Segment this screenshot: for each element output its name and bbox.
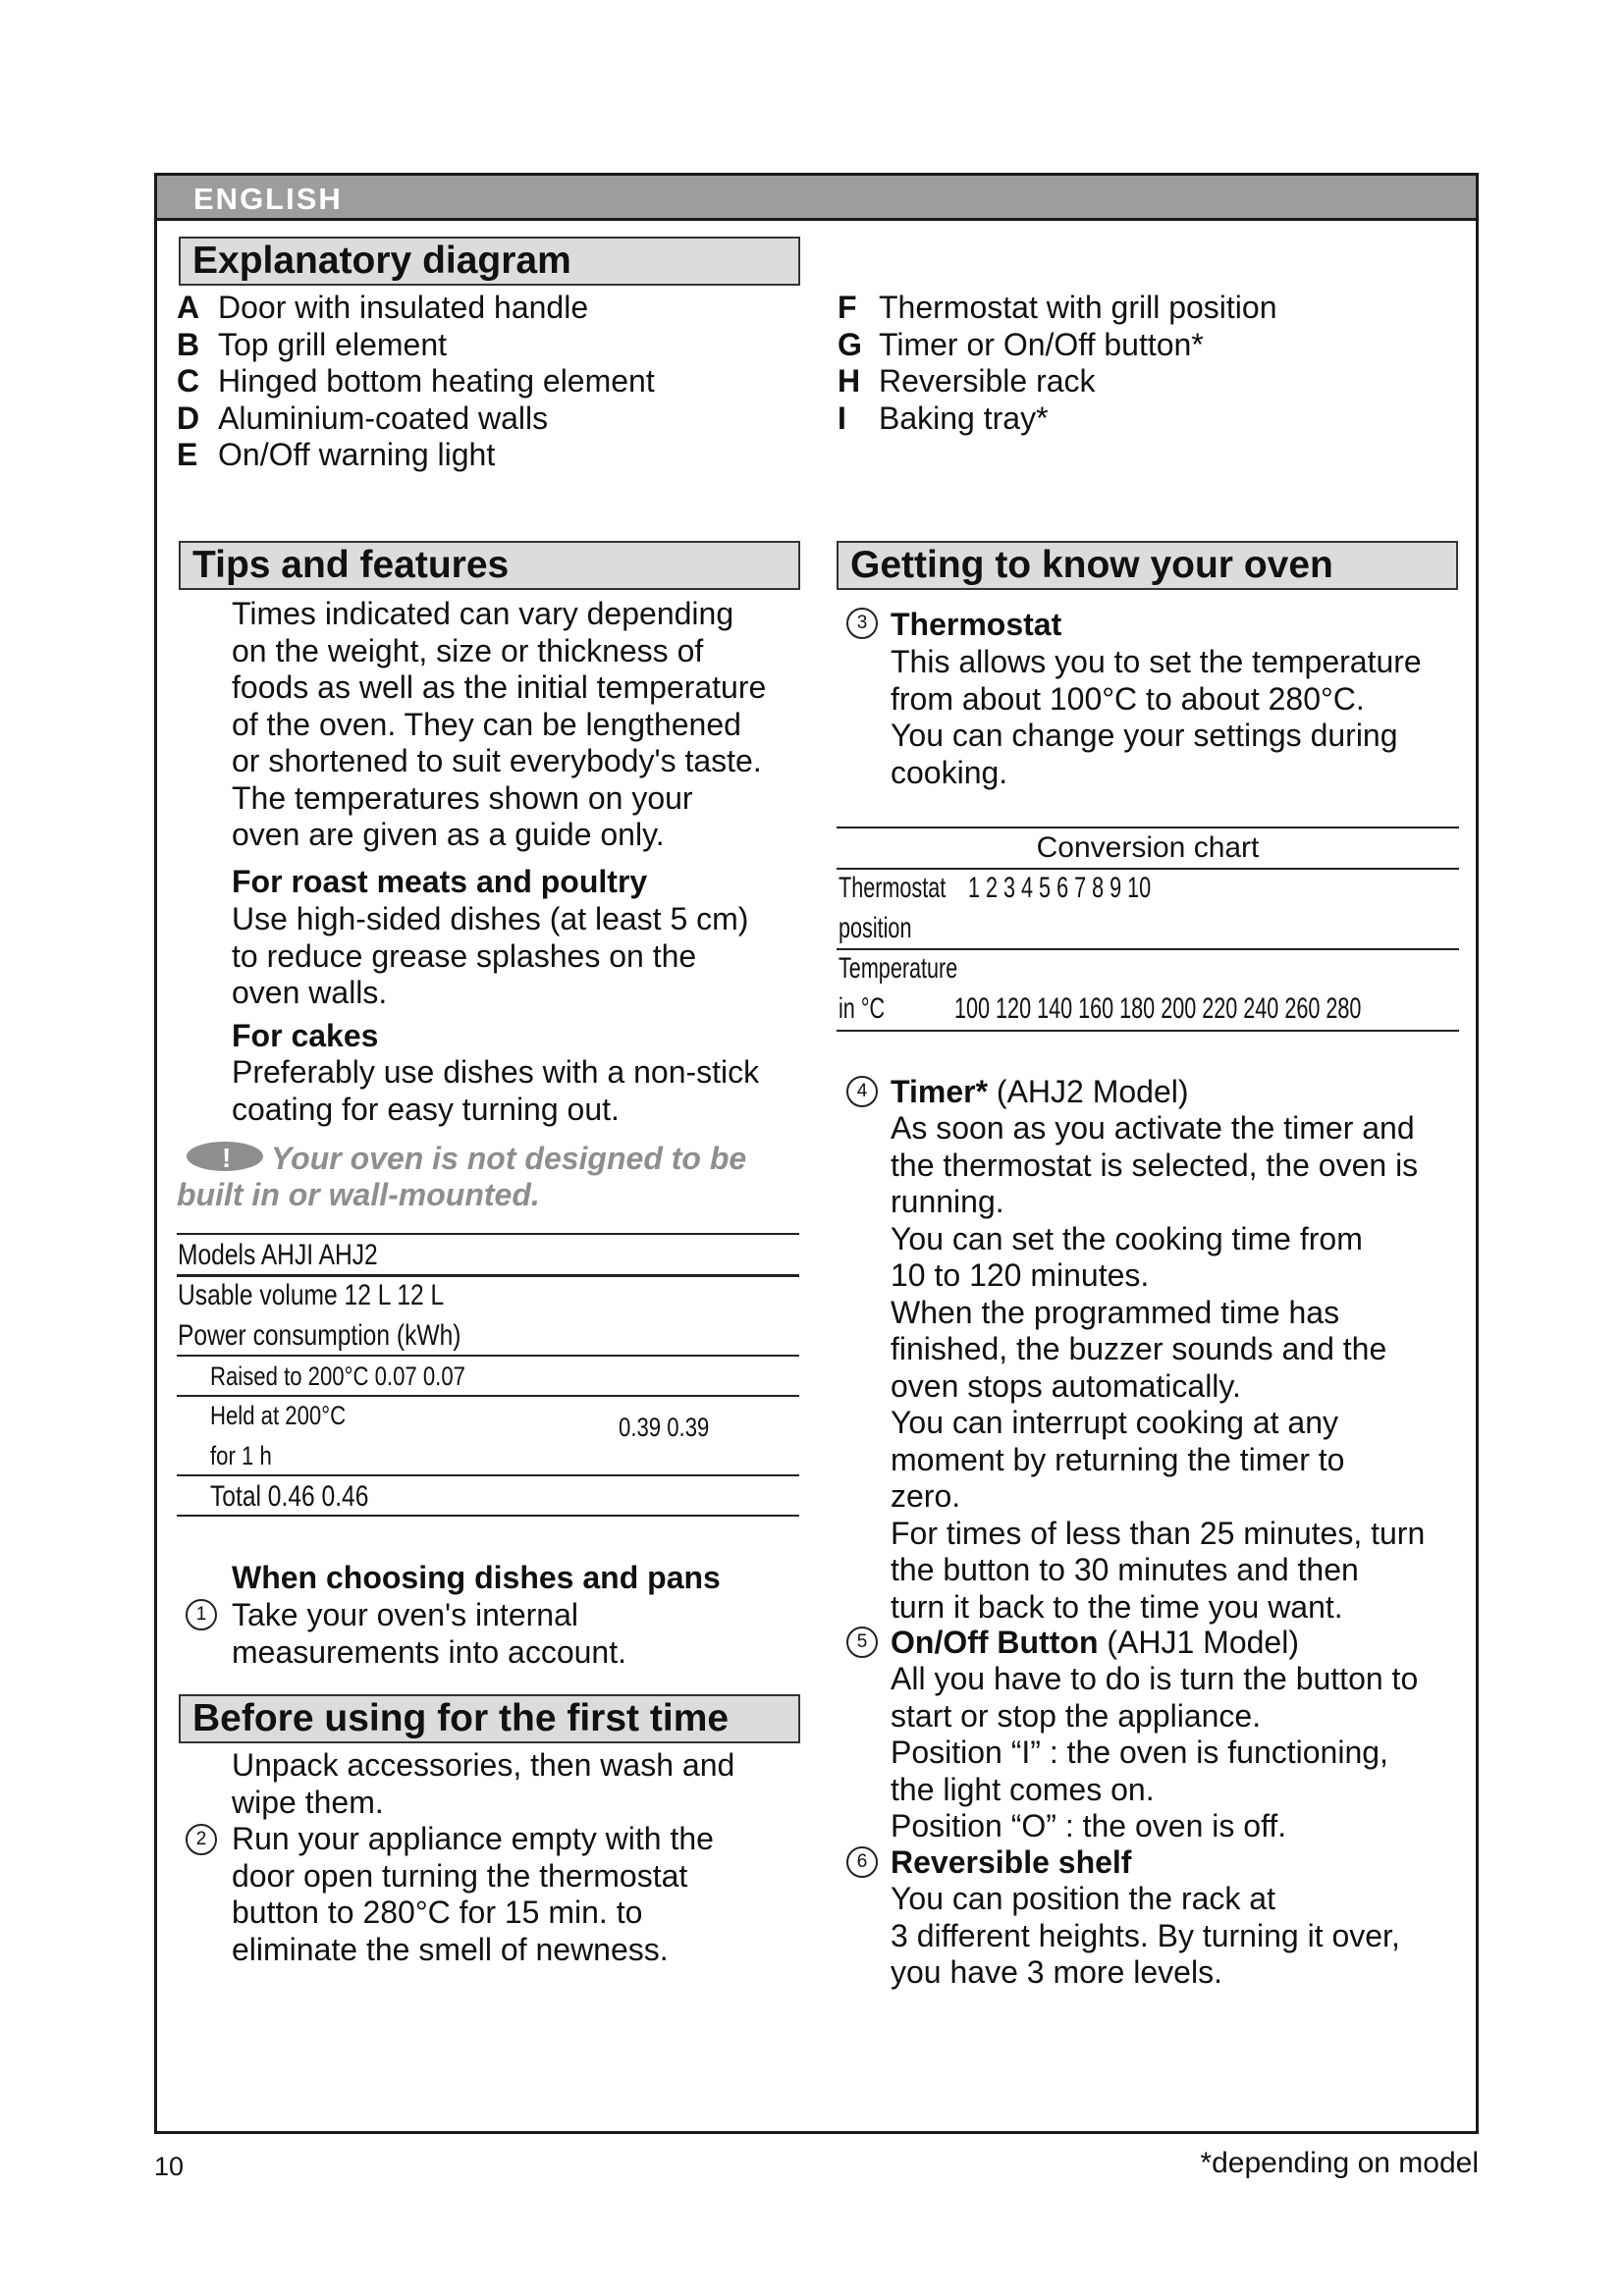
specs-total: Total 0.46 0.46	[210, 1480, 369, 1513]
shelf-paragraph-line: 3 different heights. By turning it over,	[891, 1917, 1400, 1953]
dishes-number: 1	[186, 1599, 217, 1630]
cakes-heading: For cakes	[232, 1018, 379, 1053]
footnote: *depending on model	[1200, 2147, 1479, 2179]
onoff-heading	[891, 1625, 1299, 1662]
explanatory-heading: Explanatory diagram	[179, 237, 800, 286]
roast-paragraph-line: to reduce grease splashes on the	[232, 937, 697, 974]
thermostat-paragraph-line: You can change your settings during	[891, 718, 1398, 753]
conversion-temp-label-1: Temperature	[839, 952, 958, 985]
tips-paragraph-line: oven are given as a guide only.	[232, 817, 665, 852]
language-bar	[157, 176, 1476, 221]
getting-heading: Getting to know your oven	[837, 541, 1458, 590]
diagram-list-item	[838, 327, 1204, 364]
before-paragraph-line: button to 280°C for 15 min. to	[232, 1895, 643, 1930]
timer-paragraph-line: You can set the cooking time from	[891, 1220, 1363, 1256]
conversion-rule-bottom	[837, 1030, 1459, 1032]
conversion-rule-top	[837, 827, 1459, 828]
warning-note	[177, 1141, 805, 1213]
diagram-list-item	[177, 363, 655, 400]
onoff-model: (AHJ1 Model)	[1107, 1625, 1299, 1660]
diagram-letter: E	[177, 437, 198, 472]
diagram-label: Aluminium-coated walls	[218, 400, 549, 436]
dishes-paragraph-line: measurements into account.	[232, 1633, 626, 1670]
warning-line-2: built in or wall-mounted.	[177, 1177, 540, 1212]
conversion-thermo-label-1: Thermostat	[839, 872, 947, 904]
specs-models: Models AHJI AHJ2	[178, 1239, 378, 1271]
conversion-thermo-values: 1 2 3 4 5 6 7 8 9 10	[968, 872, 1152, 904]
diagram-letter: F	[838, 290, 857, 325]
tips-paragraph-line: The temperatures shown on your	[232, 779, 693, 816]
timer-paragraph-line: turn it back to the time you want.	[891, 1588, 1343, 1625]
thermostat-paragraph	[891, 644, 1422, 791]
timer-paragraph-line: For times of less than 25 minutes, turn	[891, 1515, 1426, 1551]
specs-raised: Raised to 200°C 0.07 0.07	[210, 1362, 465, 1391]
onoff-paragraph	[891, 1661, 1418, 1845]
onoff-paragraph-line: start or stop the appliance.	[891, 1697, 1262, 1734]
diagram-list-item	[838, 400, 1049, 438]
specs-rule-held	[177, 1474, 799, 1476]
onoff-paragraph-line: Position “I” : the oven is functioning,	[891, 1735, 1388, 1770]
conversion-thermo-label-2: position	[839, 912, 912, 944]
timer-paragraph-line: oven stops automatically.	[891, 1367, 1241, 1404]
onoff-paragraph-line: Position “O” : the oven is off.	[891, 1808, 1287, 1843]
dishes-paragraph-line: Take your oven's internal	[232, 1597, 578, 1632]
diagram-label: Top grill element	[218, 326, 447, 362]
before-number: 2	[186, 1824, 217, 1855]
before-paragraph-1	[232, 1747, 734, 1821]
diagram-label: Reversible rack	[879, 363, 1096, 399]
timer-paragraph	[891, 1110, 1425, 1626]
specs-held-2: for 1 h	[210, 1441, 272, 1470]
before-paragraph-2	[232, 1821, 714, 1968]
diagram-label: Baking tray*	[879, 400, 1049, 436]
timer-model: (AHJ2 Model)	[996, 1074, 1189, 1109]
diagram-letter: B	[177, 326, 200, 362]
diagram-letter: D	[177, 400, 200, 436]
cakes-paragraph-line: coating for easy turning out.	[232, 1091, 620, 1127]
before-heading: Before using for the first time	[179, 1694, 800, 1743]
shelf-paragraph	[891, 1881, 1400, 1992]
diagram-letter: H	[838, 363, 861, 399]
shelf-number: 6	[846, 1846, 878, 1878]
diagram-letter: I	[838, 400, 846, 436]
specs-rule-power	[177, 1355, 799, 1357]
dishes-heading: When choosing dishes and pans	[232, 1560, 721, 1595]
specs-usable-volume: Usable volume 12 L 12 L	[178, 1279, 445, 1311]
roast-paragraph-line: oven walls.	[232, 975, 388, 1010]
timer-paragraph-line: the thermostat is selected, the oven is	[891, 1147, 1419, 1183]
shelf-heading: Reversible shelf	[891, 1844, 1132, 1880]
before-paragraph-line: eliminate the smell of newness.	[232, 1931, 669, 1967]
thermostat-paragraph-line: This allows you to set the temperature	[891, 644, 1422, 679]
page-number: 10	[154, 2152, 185, 2181]
before-paragraph-line: Unpack accessories, then wash and	[232, 1747, 735, 1783]
tips-paragraph-line: on the weight, size or thickness of	[232, 632, 704, 668]
diagram-list-item	[177, 437, 495, 474]
specs-rule-models	[177, 1274, 799, 1277]
timer-paragraph-line: As soon as you activate the timer and	[891, 1110, 1415, 1146]
timer-paragraph-line: finished, the buzzer sounds and the	[891, 1331, 1387, 1366]
conversion-title: Conversion chart	[1036, 831, 1260, 864]
specs-rule-top	[177, 1233, 799, 1235]
roast-heading: For roast meats and poultry	[232, 864, 648, 899]
timer-title: Timer*	[891, 1074, 989, 1109]
onoff-title: On/Off Button	[891, 1625, 1099, 1660]
roast-paragraph-line: Use high-sided dishes (at least 5 cm)	[232, 901, 749, 936]
diagram-list-item	[838, 363, 1096, 400]
timer-paragraph-line: 10 to 120 minutes.	[891, 1257, 1150, 1293]
shelf-paragraph-line: you have 3 more levels.	[891, 1954, 1222, 1990]
thermostat-paragraph-line: from about 100°C to about 280°C.	[891, 680, 1365, 717]
timer-paragraph-line: moment by returning the timer to	[891, 1441, 1345, 1477]
diagram-list-item	[177, 327, 447, 364]
diagram-label: Thermostat with grill position	[879, 290, 1277, 325]
cakes-paragraph-line: Preferably use dishes with a non-stick	[232, 1054, 760, 1090]
warning-line-1: Your oven is not designed to be	[271, 1141, 747, 1176]
conversion-temp-label-2: in °C	[839, 992, 886, 1025]
roast-paragraph	[232, 901, 811, 1012]
conversion-rule-mid	[837, 948, 1459, 950]
specs-rule-raised	[177, 1395, 799, 1397]
thermostat-paragraph-line: cooking.	[891, 754, 1008, 790]
before-paragraph-line: Run your appliance empty with the	[232, 1821, 714, 1856]
before-paragraph-line: door open turning the thermostat	[232, 1857, 688, 1894]
tips-paragraph-line: or shortened to suit everybody's taste.	[232, 743, 762, 778]
specs-held-1: Held at 200°C	[210, 1401, 347, 1430]
conversion-temp-values: 100 120 140 160 180 200 220 240 260 280	[954, 992, 1362, 1025]
diagram-label: Timer or On/Off button*	[879, 326, 1204, 362]
before-paragraph-line: wipe them.	[232, 1784, 384, 1820]
specs-held-values: 0.39 0.39	[619, 1413, 710, 1442]
dishes-paragraph	[232, 1597, 626, 1671]
diagram-letter: A	[177, 290, 200, 325]
tips-paragraph-line: Times indicated can vary depending	[232, 596, 734, 631]
tips-paragraph-line: foods as well as the initial temperature	[232, 669, 767, 705]
specs-rule-bottom	[177, 1515, 799, 1517]
tips-heading: Tips and features	[179, 541, 800, 590]
onoff-number: 5	[846, 1627, 878, 1658]
thermostat-number: 3	[846, 608, 878, 639]
diagram-label: Hinged bottom heating element	[218, 363, 655, 399]
cakes-paragraph	[232, 1054, 811, 1128]
language-label: ENGLISH	[193, 182, 343, 216]
conversion-rule-title	[837, 868, 1459, 870]
diagram-letter: G	[838, 326, 862, 362]
onoff-paragraph-line: All you have to do is turn the button to	[891, 1661, 1419, 1696]
diagram-letter: C	[177, 363, 200, 399]
timer-paragraph-line: running.	[891, 1184, 1004, 1219]
timer-heading	[891, 1074, 1189, 1111]
timer-paragraph-line: the button to 30 minutes and then	[891, 1552, 1359, 1587]
thermostat-heading: Thermostat	[891, 607, 1062, 642]
diagram-list-item	[177, 290, 588, 327]
diagram-label: On/Off warning light	[218, 437, 496, 472]
onoff-paragraph-line: the light comes on.	[891, 1771, 1155, 1807]
specs-power: Power consumption (kWh)	[178, 1319, 461, 1352]
shelf-paragraph-line: You can position the rack at	[891, 1881, 1275, 1916]
diagram-list-item	[177, 400, 548, 438]
tips-paragraph	[232, 596, 811, 854]
timer-number: 4	[846, 1076, 878, 1107]
tips-paragraph-line: of the oven. They can be lengthened	[232, 706, 741, 742]
timer-paragraph-line: zero.	[891, 1478, 961, 1514]
diagram-label: Door with insulated handle	[218, 290, 589, 325]
timer-paragraph-line: When the programmed time has	[891, 1294, 1340, 1330]
timer-paragraph-line: You can interrupt cooking at any	[891, 1405, 1339, 1440]
diagram-list-item	[838, 290, 1276, 327]
warning-icon: !	[187, 1142, 263, 1171]
